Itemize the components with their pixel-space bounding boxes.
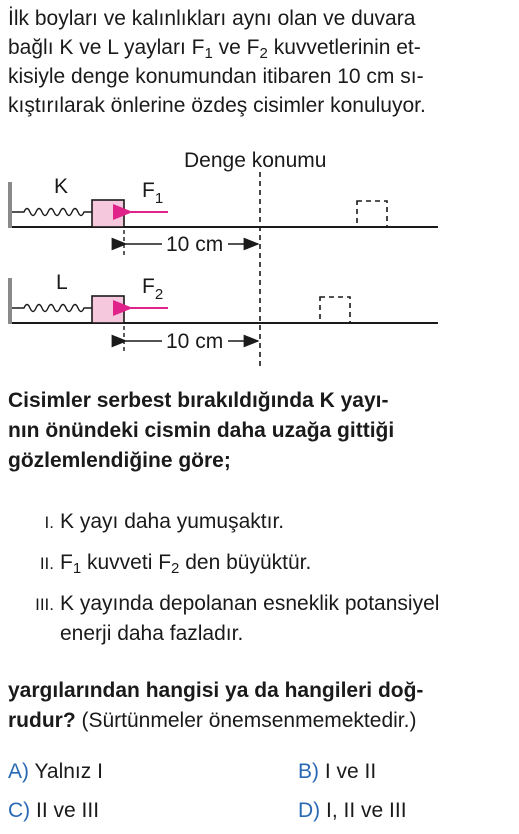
equilibrium-label: Denge konumu [184, 149, 327, 172]
option-d[interactable] [298, 797, 407, 825]
statement-1 [12, 507, 510, 538]
statement-1-number: I. [44, 513, 54, 532]
statement-2-text: $F_1$ kuvveti $F_2$ den büyüktür. [60, 551, 312, 577]
spring-diagram [0, 140, 519, 370]
statement-2-number: II. [39, 554, 54, 573]
spring-k [12, 209, 92, 216]
block-l [92, 296, 124, 323]
spring-k-label: K [54, 175, 69, 198]
final-position-l [320, 297, 350, 323]
final-position-k [357, 201, 387, 227]
option-d-text: I, II ve III [320, 799, 407, 822]
statement-2 [12, 548, 510, 579]
distance-k-label: 10 cm [166, 233, 224, 256]
question-line-2: nın önündeki cismin daha uzağa gittiği [8, 419, 395, 442]
option-a-letter: A) [8, 760, 29, 783]
question-stem [8, 386, 513, 476]
option-c-text: II ve III [30, 799, 100, 822]
intro-line-2-part-c: kuvvetlerinin et- [267, 36, 421, 59]
prompt-line-2: rudur? (Sürtünmeler önemsenmemektedir.) [8, 709, 417, 732]
option-b-text: I ve II [319, 760, 377, 783]
statement-1-text: K yayı daha yumuşaktır. [60, 510, 285, 533]
option-a[interactable] [8, 758, 103, 786]
distance-l-label: 10 cm [166, 330, 224, 353]
intro-line-3: kisiyle denge konumundan itibaren 10 cm sı- [8, 65, 424, 88]
question-line-1: Cisimler serbest bırakıldığında K yayı- [8, 389, 389, 412]
intro-line-2-part-b: ve F [212, 36, 260, 59]
statement-3-number: III. [35, 595, 54, 614]
spring-l [12, 305, 92, 312]
force-f1-label: $F_1$ [142, 179, 164, 207]
wall-k [8, 182, 12, 228]
question-line-3: gözlemlendiğine göre; [8, 449, 231, 472]
option-b-letter: B) [298, 760, 319, 783]
intro-line-1: İlk boyları ve kalınlıkları aynı olan ve duvara [8, 7, 416, 30]
spring-l-label: L [56, 271, 68, 294]
statement-3-text: K yayında depolanan esneklik potansiyel enerji daha fazladır. [60, 592, 440, 645]
intro-line-4: kıştırılarak önlerine özdeş cisimler konuluyor. [8, 94, 426, 117]
prompt-line-1: yargılarından hangisi ya da hangileri doğ- [8, 679, 424, 702]
option-b[interactable] [298, 758, 376, 786]
statement-3 [12, 589, 510, 649]
option-c[interactable] [8, 797, 99, 825]
f1-subscript: 1 [204, 45, 213, 62]
intro-line-2 [8, 33, 513, 62]
wall-l [8, 278, 12, 324]
question-prompt [8, 676, 513, 736]
option-a-text: Yalnız I [29, 760, 103, 783]
force-f2-label: $F_2$ [142, 275, 164, 303]
option-d-letter: D) [298, 799, 321, 822]
intro-line-2-part-a: bağlı K ve L yayları F [8, 36, 205, 59]
block-k [92, 200, 124, 227]
intro-paragraph [8, 4, 513, 120]
option-c-letter: C) [8, 799, 31, 822]
f2-subscript: 2 [259, 45, 268, 62]
